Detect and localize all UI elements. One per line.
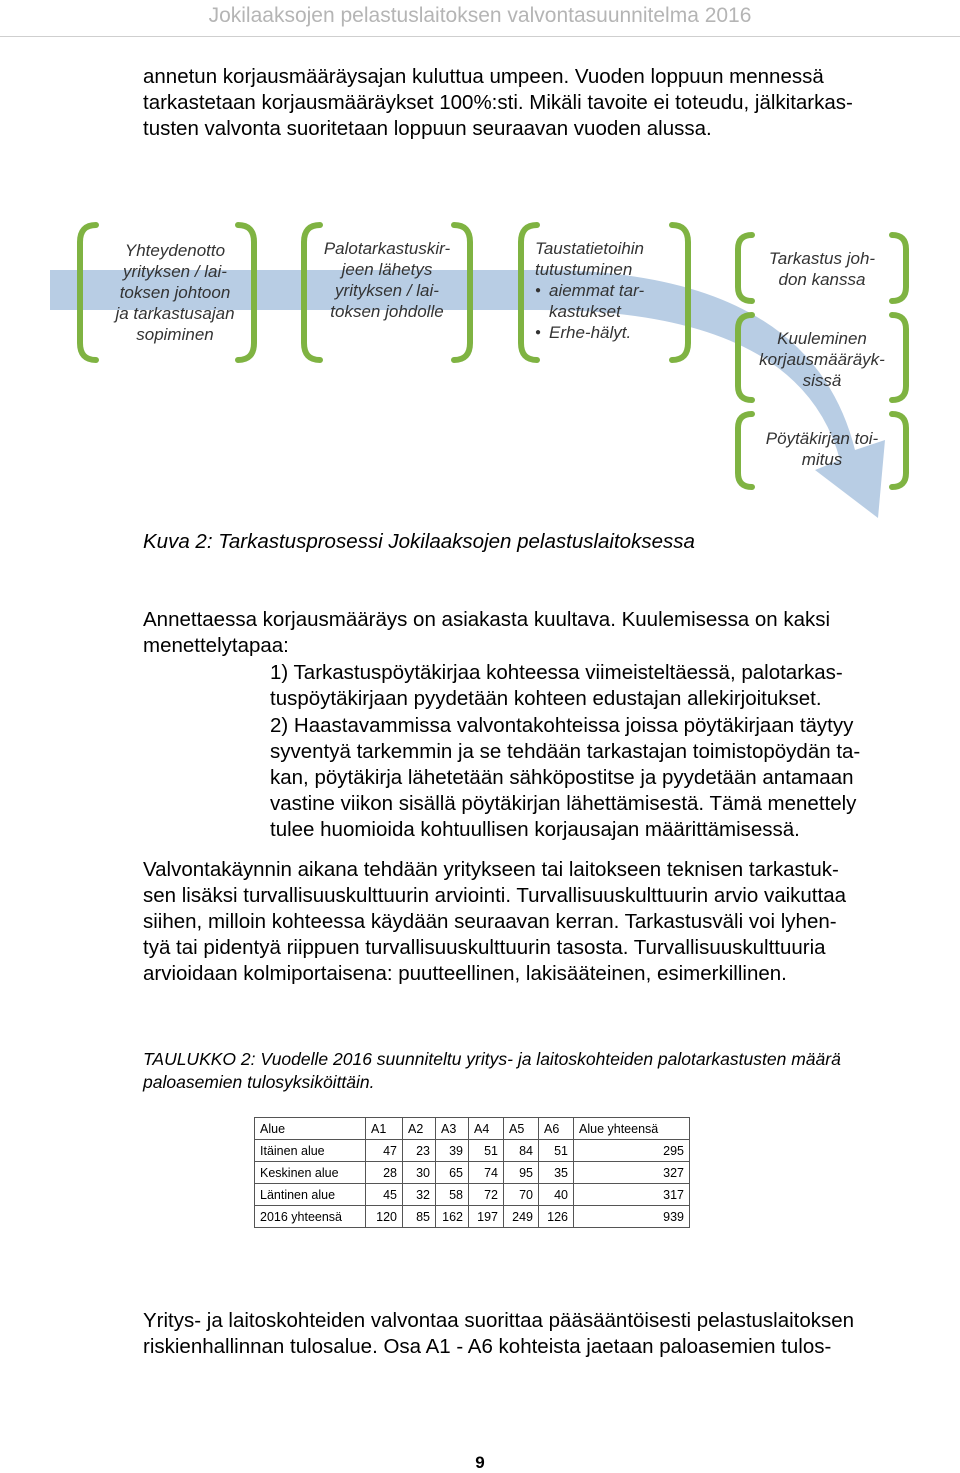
text-line: Valvontakäynnin aikana tehdään yritykseen tai laitokseen teknisen tarkastuk-: [143, 858, 839, 881]
page-number: 9: [475, 1453, 485, 1472]
text-line: Annettaessa korjausmääräys on asiakasta kuultava. Kuulemisessa on kaksi: [143, 608, 831, 631]
text-line: vastine viikon sisällä pöytäkirjan lähettämisestä. Tämä menettely: [270, 792, 857, 815]
table-cell: 85: [403, 1206, 436, 1228]
row-label: Itäinen alue: [255, 1140, 366, 1162]
step-line: yrityksen / lai-: [123, 262, 227, 281]
step-background-info: [535, 238, 685, 343]
row-label: Keskinen alue: [255, 1162, 366, 1184]
text-line: sen lisäksi turvallisuuskulttuurin arviointi. Turvallisuuskulttuurin arvio vaikuttaa: [143, 884, 846, 907]
table-cell: 35: [539, 1162, 574, 1184]
table-cell: 32: [403, 1184, 436, 1206]
table-row: [255, 1140, 690, 1162]
step-line: Yhteydenotto: [124, 241, 226, 260]
step-line: mitus: [801, 450, 843, 469]
table-cell: 317: [574, 1184, 690, 1206]
inspection-table: [254, 1117, 690, 1228]
safety-culture-paragraph: [143, 857, 943, 987]
header-cell: A2: [403, 1118, 436, 1140]
row-label: 2016 yhteensä: [255, 1206, 366, 1228]
text-line: siihen, milloin kohteessa käydään seuraavan kerran. Tarkastusväli voi lyhen-: [143, 910, 837, 933]
table-cell: 74: [469, 1162, 504, 1184]
text-line: Yritys- ja laitoskohteiden valvontaa suorittaa pääsääntöisesti pelastuslaitoksen: [143, 1309, 855, 1332]
table-cell: 295: [574, 1140, 690, 1162]
table-cell: 58: [436, 1184, 469, 1206]
header-cell: A3: [436, 1118, 469, 1140]
table-cell: 162: [436, 1206, 469, 1228]
text-line: tarkastetaan korjausmääräykset 100%:sti. Mikäli tavoite ei toteudu, jälkitarkas-: [143, 91, 853, 114]
row-label: Läntinen alue: [255, 1184, 366, 1206]
text-line: tulee huomioida kohtuullisen korjausajan määrittämisessä.: [270, 818, 800, 841]
table-header-row: [255, 1118, 690, 1140]
step-line: jeen lähetys: [341, 260, 433, 279]
header-cell: A4: [469, 1118, 504, 1140]
header-cell: Alue: [255, 1118, 366, 1140]
table-cell: 120: [366, 1206, 403, 1228]
procedure-item-2: [270, 713, 950, 843]
bullet-item: [535, 322, 685, 343]
bracket-right: [892, 414, 906, 487]
process-diagram: [0, 200, 960, 540]
procedure-item-1: [270, 660, 950, 712]
table-cell: 40: [539, 1184, 574, 1206]
table-cell: 65: [436, 1162, 469, 1184]
step-line: Taustatietoihin: [535, 239, 645, 258]
table-total-row: [255, 1206, 690, 1228]
step-line: korjausmääräyk-: [759, 350, 885, 369]
table-cell: 327: [574, 1162, 690, 1184]
table-cell: 51: [469, 1140, 504, 1162]
bullet-line: ● aiemmat tar-: [549, 281, 645, 300]
intro-paragraph: [143, 64, 943, 142]
step-line: Tarkastus joh-: [768, 249, 876, 268]
text-line: tuspöytäkirjaan pyydetään kohteen edustajan allekirjoitukset.: [270, 687, 822, 710]
hearing-paragraph: [143, 607, 943, 659]
caption-line: TAULUKKO 2: Vuodelle 2016 suunniteltu yritys- ja laitoskohteiden palotarkastusten määrä: [143, 1049, 841, 1069]
table-cell: 70: [504, 1184, 539, 1206]
header-cell: A6: [539, 1118, 574, 1140]
step-deliver-report: [752, 428, 892, 470]
step-line: sopiminen: [136, 325, 214, 344]
table-cell: 47: [366, 1140, 403, 1162]
table-cell: 249: [504, 1206, 539, 1228]
step-line: Palotarkastuskir-: [323, 239, 451, 258]
bracket-left: [738, 235, 752, 301]
bracket-right: [892, 315, 906, 400]
text-line: 1) Tarkastuspöytäkirjaa kohteessa viimeisteltäessä, palotarkas-: [270, 661, 843, 684]
step-line: Kuuleminen: [777, 329, 867, 348]
header-cell: Alue yhteensä: [574, 1118, 690, 1140]
table-caption: [143, 1048, 923, 1094]
table-cell: 30: [403, 1162, 436, 1184]
step-line: toksen johtoon: [119, 283, 231, 302]
figure-caption: Kuva 2: Tarkastusprosessi Jokilaaksojen pelastuslaitoksessa: [143, 530, 695, 553]
step-contact: [90, 240, 260, 345]
caption-line: paloasemien tulosyksiköittäin.: [143, 1072, 375, 1092]
bracket-right: [892, 235, 906, 301]
table-cell: 84: [504, 1140, 539, 1162]
table-cell: 126: [539, 1206, 574, 1228]
table-row: [255, 1184, 690, 1206]
bullet-item: [535, 280, 685, 322]
table-cell: 95: [504, 1162, 539, 1184]
table-cell: 197: [469, 1206, 504, 1228]
step-line: don kanssa: [778, 270, 866, 289]
table-cell: 51: [539, 1140, 574, 1162]
bullet-list: [535, 280, 685, 343]
text-line: syventyä tarkemmin ja se tehdään tarkastajan toimistopöydän ta-: [270, 740, 861, 763]
step-send-report: [312, 238, 462, 322]
header-cell: A5: [504, 1118, 539, 1140]
text-line: 2) Haastavammissa valvontakohteissa joissa pöytäkirjaan täytyy: [270, 714, 854, 737]
table-cell: 28: [366, 1162, 403, 1184]
table-cell: 939: [574, 1206, 690, 1228]
table-cell: 45: [366, 1184, 403, 1206]
step-line: Pöytäkirjan toi-: [765, 429, 879, 448]
step-inspection: [752, 248, 892, 290]
table-row: [255, 1162, 690, 1184]
text-line: kan, pöytäkirja lähetetään sähköpostitse ja pyydetään antamaan: [270, 766, 854, 789]
header-divider: [0, 36, 960, 37]
text-line: tyä tai pidentyä riippuen turvallisuuskulttuurin tasosta. Turvallisuuskulttuuria: [143, 936, 826, 959]
closing-paragraph: [143, 1308, 943, 1360]
text-line: annetun korjausmääräysajan kuluttua umpeen. Vuoden loppuun mennessä: [143, 65, 824, 88]
text-line: menettelytapaa:: [143, 634, 289, 657]
table-cell: 39: [436, 1140, 469, 1162]
table-cell: 23: [403, 1140, 436, 1162]
header-cell: A1: [366, 1118, 403, 1140]
text-line: tusten valvonta suoritetaan loppuun seuraavan vuoden alussa.: [143, 117, 712, 140]
step-line: sissä: [802, 371, 842, 390]
bullet-line: ● Erhe-hälyt.: [549, 323, 632, 342]
step-line: toksen johdolle: [330, 302, 444, 321]
step-line: ja tarkastusajan: [115, 304, 235, 323]
step-line: yrityksen / lai-: [335, 281, 439, 300]
bullet-line: kastukset: [549, 302, 621, 321]
bracket-left: [738, 414, 752, 487]
running-header: Jokilaaksojen pelastuslaitoksen valvontasuunnitelma 2016: [208, 4, 752, 27]
step-line: tutustuminen: [535, 260, 633, 279]
step-hearing: [752, 328, 892, 391]
table-cell: 72: [469, 1184, 504, 1206]
text-line: arvioidaan kolmiportaisena: puutteellinen, lakisääteinen, esimerkillinen.: [143, 962, 787, 985]
text-line: riskienhallinnan tulosalue. Osa A1 - A6 kohteista jaetaan paloasemien tulos-: [143, 1335, 832, 1358]
